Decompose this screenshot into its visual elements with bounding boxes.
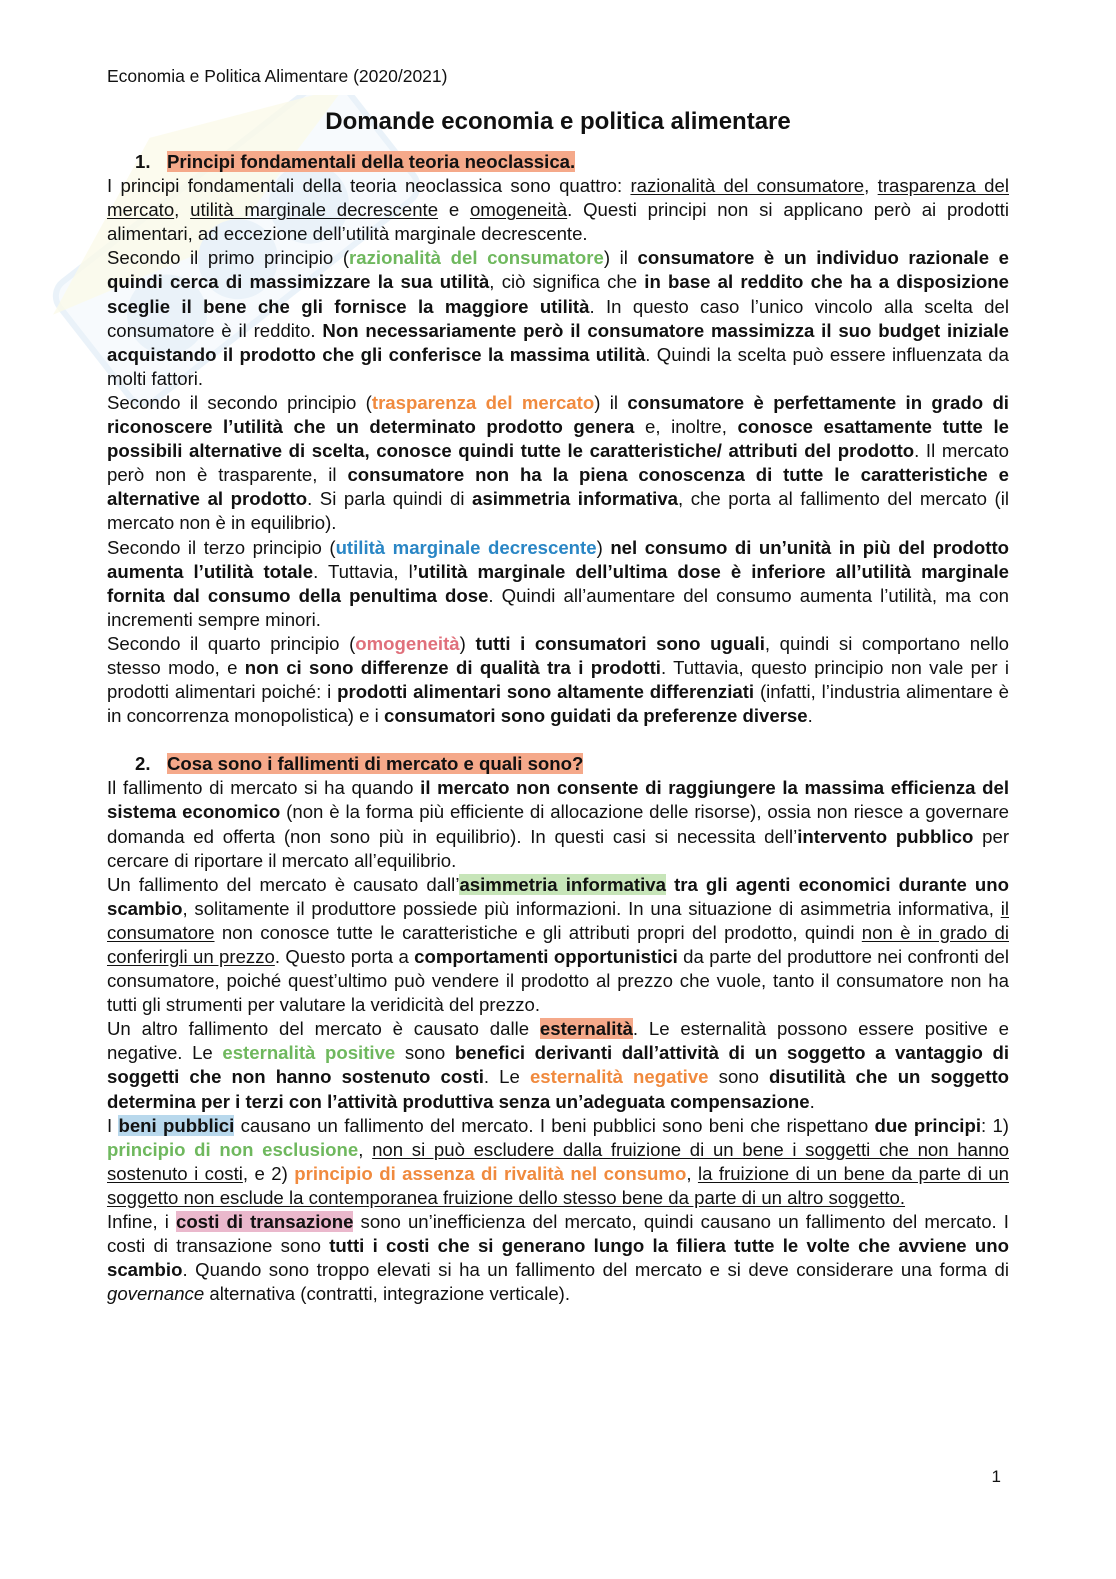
paragraph: Un altro fallimento del mercato è causato dalle esternalità. Le esternalità possono essere positive e negative. Le esternalità positive sono benefici derivanti dall’attività di un soggetto a vantaggio di soggetti che non hanno sostenuto costi. Le esternalità negative sono disutilità che un soggetto determina per i terzi con l’attività produttiva senza un’adeguata compensazione. xyxy=(107,1018,1010,1112)
question-1-heading xyxy=(107,150,1009,174)
paragraph: Secondo il quarto principio (omogeneità) tutti i consumatori sono uguali, quindi si comportano nello stesso modo, e non ci sono differenze di qualità tra i prodotti. Tuttavia, questo principio non vale per i prodotti alimentari poiché: i prodotti alimentari sono altamente differenziati (infatti, l’industria alimentare è in concorrenza monopolistica) e i consumatori sono guidati da preferenze diverse. xyxy=(107,632,1010,727)
question-2-heading xyxy=(107,752,1009,776)
paragraph: Secondo il secondo principio (trasparenza del mercato) il consumatore è perfettamente in grado di riconoscere l’utilità che un determinato prodotto genera e, inoltre, conosce esattamente tutte le possibili alternative di scelta, conosce quindi tutte le caratteristiche/ attributi del prodotto. Il mercato però non è trasparente, il consumatore non ha la piena conoscenza di tutte le caratteristiche e alternative al prodotto. Si parla quindi di asimmetria informativa, che porta al fallimento del mercato (il mercato non è in equilibrio). xyxy=(107,391,1010,534)
document-header: Economia e Politica Alimentare (2020/2021) xyxy=(107,66,448,86)
document-body xyxy=(107,150,1009,1306)
question-number: 2. xyxy=(135,753,151,775)
paragraph: I beni pubblici causano un fallimento del mercato. I beni pubblici sono beni che rispettano due principi: 1) principio di non esclusione, non si può escludere dalla fruizione di un bene i soggetti che non hanno sostenuto i costi, e 2) principio di assenza di rivalità nel consumo, la fruizione di un bene da parte di un soggetto non esclude la contemporanea fruizione dello stesso bene da parte di un altro soggetto. xyxy=(107,1114,1009,1208)
paragraph: Un fallimento del mercato è causato dall’asimmetria informativa tra gli agenti economici durante uno scambio, solitamente il produttore possiede più informazioni. In una situazione di asimmetria informativa, il consumatore non conosce tutte le caratteristiche e gli attributi propri del prodotto, quindi non è in grado di conferirgli un prezzo. Questo porta a comportamenti opportunistici da parte del produttore nei confronti del consumatore, poiché quest’ultimo può vendere il prodotto al prezzo che vuole, tanto il consumatore non ha tutti gli strumenti per valutare la veridicità del prezzo. xyxy=(107,873,1009,1016)
paragraph: Il fallimento di mercato si ha quando il mercato non consente di raggiungere la massima efficienza del sistema economico (non è la forma più efficiente di allocazione delle risorse), ossia non riesce a governare domanda ed offerta (non sono più in equilibrio). In questi casi si necessita dell’intervento pubblico per cercare di riportare il mercato all’equilibrio. xyxy=(107,777,1010,871)
paragraph: Secondo il primo principio (razionalità del consumatore) il consumatore è un individuo razionale e quindi cerca di massimizzare la sua utilità, ciò significa che in base al reddito che ha a disposizione sceglie il bene che gli fornisce la maggiore utilità. In questo caso l’unico vincolo alla scelta del consumatore è il reddito. Non necessariamente però il consumatore massimizza il suo budget iniziale acquistando il prodotto che gli conferisce la massima utilità. Quindi la scelta può essere influenzata da molti fattori. xyxy=(107,247,1009,389)
paragraph: I principi fondamentali della teoria neoclassica sono quattro: razionalità del consumatore, trasparenza del mercato, utilità marginale decrescente e omogeneità. Questi principi non si applicano però ai prodotti alimentari, ad eccezione dell’utilità marginale decrescente. xyxy=(107,175,1009,245)
question-title: Principi fondamentali della teoria neoclassica. xyxy=(167,151,576,172)
question-number: 1. xyxy=(135,151,151,172)
paragraph: Secondo il terzo principio (utilità marginale decrescente) nel consumo di un’unità in più del prodotto aumenta l’utilità totale. Tuttavia, l’utilità marginale dell’ultima dose è inferiore all’utilità marginale fornita dal consumo della penultima dose. Quindi all’aumentare del consumo aumenta l’utilità, ma con incrementi sempre minori. xyxy=(107,536,1010,630)
document-title: Domande economia e politica alimentare xyxy=(325,108,791,135)
page-number: 1 xyxy=(991,1467,1001,1486)
paragraph: Infine, i costi di transazione sono un’inefficienza del mercato, quindi causano un fallimento del mercato. I costi di transazione sono tutti i costi che si generano lungo la filiera tutte le volte che avviene uno scambio. Quando sono troppo elevati si ha un fallimento del mercato e si deve considerare una forma di governance alternativa (contratti, integrazione verticale). xyxy=(107,1211,1009,1305)
question-title: Cosa sono i fallimenti di mercato e quali sono? xyxy=(167,753,584,775)
